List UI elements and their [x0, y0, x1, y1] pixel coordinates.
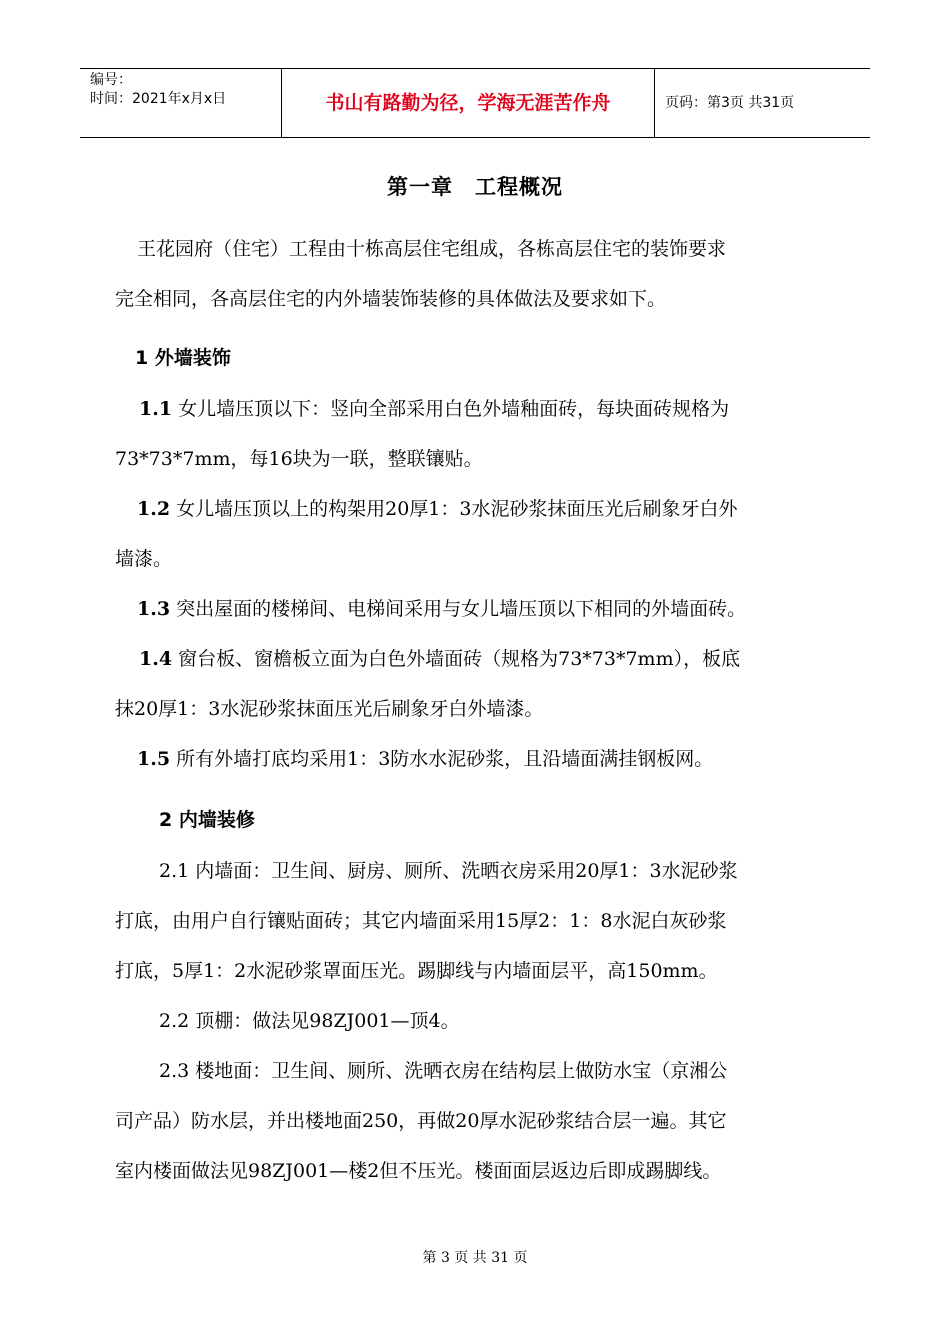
item-text: 女儿墙压顶以下：竖向全部采用白色外墙釉面砖，每块面砖规格为 [178, 398, 730, 420]
item-text: 2.2 顶棚：做法见98ZJ001—顶4。 [159, 1010, 460, 1032]
list-item [115, 846, 840, 996]
page-footer: 第 3 页 共 31 页 [422, 1250, 528, 1266]
item-text: 女儿墙压顶以上的构架用20厚1：3水泥砂浆抹面压光后刷象牙白外 [176, 498, 738, 520]
item-number: 1.3 [137, 598, 171, 620]
list-item [115, 484, 840, 584]
item-text: 抹20厚1：3水泥砂浆抹面压光后刷象牙白外墙漆。 [115, 698, 544, 720]
item-number: 1.5 [137, 748, 171, 770]
item-text: 打底，5厚1：2水泥砂浆罩面压光。踢脚线与内墙面层平，高150mm。 [115, 960, 718, 982]
list-item [115, 1046, 840, 1196]
item-text: 突出屋面的楼梯间、电梯间采用与女儿墙压顶以下相同的外墙面砖。 [176, 598, 747, 620]
list-item [115, 734, 840, 784]
document-time-label: 时间：2021年x月x日 [90, 91, 227, 107]
section-heading: 2 内墙装修 [159, 809, 255, 831]
header-table [80, 68, 870, 138]
item-text: 2.1 内墙面：卫生间、厨房、厕所、洗晒衣房采用20厚1：3水泥砂浆 [159, 860, 738, 882]
list-item [115, 634, 840, 734]
item-number: 1.4 [139, 648, 173, 670]
document-number-label: 编号： [90, 72, 132, 88]
item-text: 司产品）防水层，并出楼地面250，再做20厚水泥砂浆结合层一遍。其它 [115, 1110, 727, 1132]
item-text: 打底，由用户自行镶贴面砖；其它内墙面采用15厚2：1：8水泥白灰砂浆 [115, 910, 727, 932]
list-item [115, 584, 840, 634]
item-number: 1.1 [139, 398, 173, 420]
intro-line: 完全相同，各高层住宅的内外墙装饰装修的具体做法及要求如下。 [115, 288, 667, 310]
item-text: 所有外墙打底均采用1：3防水水泥砂浆，且沿墙面满挂钢板网。 [176, 748, 714, 770]
section-heading: 1 外墙装饰 [135, 347, 231, 369]
intro-line: 王花园府（住宅）工程由十栋高层住宅组成，各栋高层住宅的装饰要求 [137, 238, 727, 260]
header-page-cell [655, 69, 870, 137]
header-motto-cell [282, 69, 655, 137]
list-item [115, 996, 840, 1046]
header-page-info: 页码：第3页 共31页 [665, 95, 795, 111]
item-number: 1.2 [137, 498, 171, 520]
header-motto: 书山有路勤为径，学海无涯苦作舟 [325, 92, 611, 114]
intro-paragraph [115, 224, 840, 324]
item-text: 2.3 楼地面：卫生间、厕所、洗晒衣房在结构层上做防水宝（京湘公 [159, 1060, 728, 1082]
item-text: 室内楼面做法见98ZJ001—楼2但不压光。楼面面层返边后即成踢脚线。 [115, 1160, 722, 1182]
item-text: 窗台板、窗檐板立面为白色外墙面砖（规格为73*73*7mm），板底 [178, 648, 741, 670]
header-info-cell [80, 69, 282, 137]
item-text: 墙漆。 [115, 548, 173, 570]
list-item [115, 384, 840, 484]
item-text: 73*73*7mm，每16块为一联，整联镶贴。 [115, 448, 483, 470]
chapter-title: 第一章 工程概况 [387, 175, 563, 199]
